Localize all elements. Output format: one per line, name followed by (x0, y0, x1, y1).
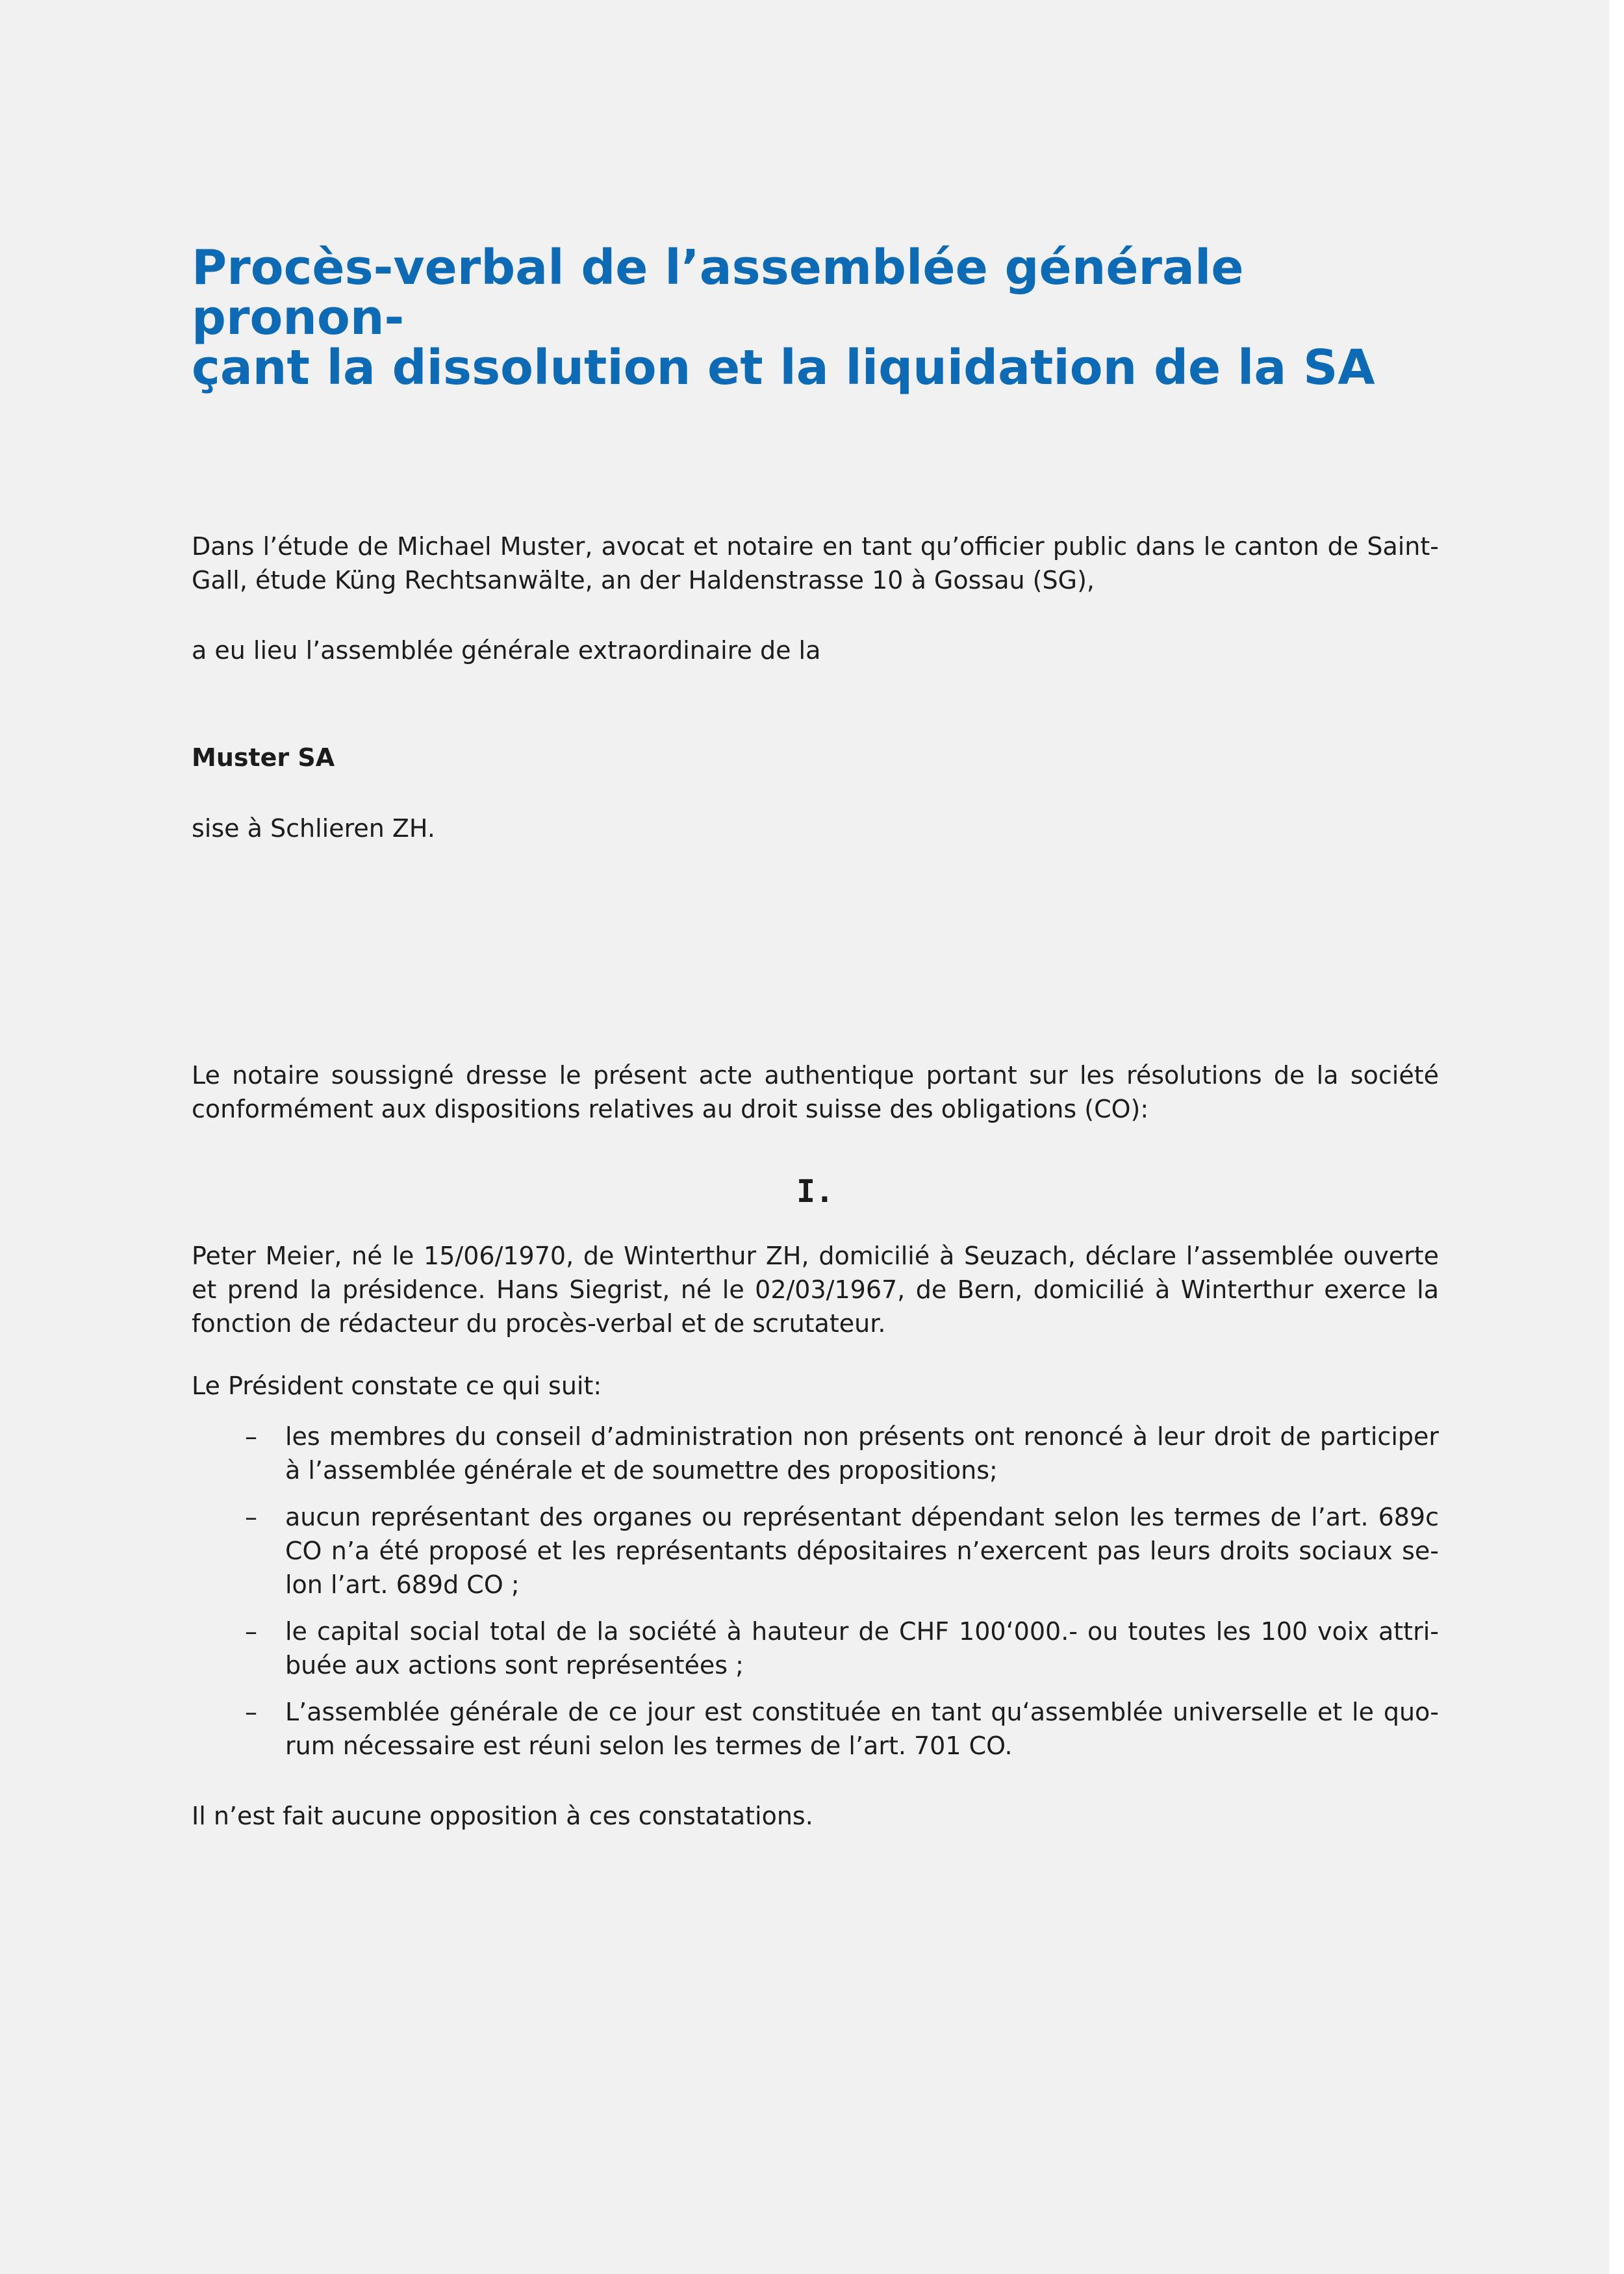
bullet-dash: – (245, 1503, 257, 1531)
constats-intro: Le Président constate ce qui suit: (192, 1372, 602, 1400)
list-item-text: aucun représentant des organes ou représentant dépendant selon les termes de l’art. 689c CO n’a été proposé et les représentants dépositaires n’exercent pas leurs droits sociaux selon l’art. 689d CO ; (285, 1503, 1439, 1599)
list-item-text: les membres du conseil d’administration non présents ont renoncé à leur droit de participer à l’assemblée générale et de soumettre des propositions; (285, 1422, 1439, 1485)
section-heading-i: I. (796, 1173, 834, 1210)
presidency-paragraph: Peter Meier, né le 15/06/1970, de Winterthur ZH, domicilié à Seuzach, déclare l’assemblée ouverte et prend la présidence. Hans Siegrist, né le 02/03/1967, de Bern, domicilié à Winterthur exerce la fonction de rédacteur du procès-verbal et de scrutateur. (192, 1242, 1439, 1338)
list-item-text: L’assemblée générale de ce jour est constituée en tant qu‘assemblée universelle et le quorum nécessaire est réuni selon les termes de l’art. 701 CO. (285, 1698, 1439, 1760)
intro-event-line: a eu lieu l’assemblée générale extraordinaire de la (192, 636, 821, 665)
list-item (192, 1500, 1439, 1602)
bullet-dash: – (245, 1422, 257, 1451)
document-title (192, 240, 1439, 396)
bullet-dash: – (245, 1698, 257, 1726)
bullet-dash: – (245, 1617, 257, 1646)
document-title-line-1: Procès-verbal de l’assemblée générale pronon- (192, 240, 1244, 346)
closing-statement: Il n’est fait aucune opposition à ces constatations. (192, 1802, 813, 1830)
intro-location-paragraph: Dans l’étude de Michael Muster, avocat et notaire en tant qu’officier public dans le canton de Saint-Gall, étude Küng Rechtsanwälte, an der Haldenstrasse 10 à Gossau (SG), (192, 532, 1439, 594)
constats-list (192, 1420, 1439, 1763)
list-item (192, 1695, 1439, 1763)
list-item (192, 1615, 1439, 1682)
notary-clause: Le notaire soussigné dresse le présent acte authentique portant sur les résolutions de la société conformément aux dispositions relatives au droit suisse des obligations (CO): (192, 1061, 1439, 1123)
list-item-text: le capital social total de la société à hauteur de CHF 100‘000.- ou toutes les 100 voix attribuée aux actions sont représentées ; (285, 1617, 1439, 1680)
company-seat: sise à Schlieren ZH. (192, 814, 435, 843)
company-name: Muster SA (192, 743, 335, 772)
document-title-line-2: çant la dissolution et la liquidation de la SA (192, 340, 1375, 396)
list-item (192, 1420, 1439, 1487)
